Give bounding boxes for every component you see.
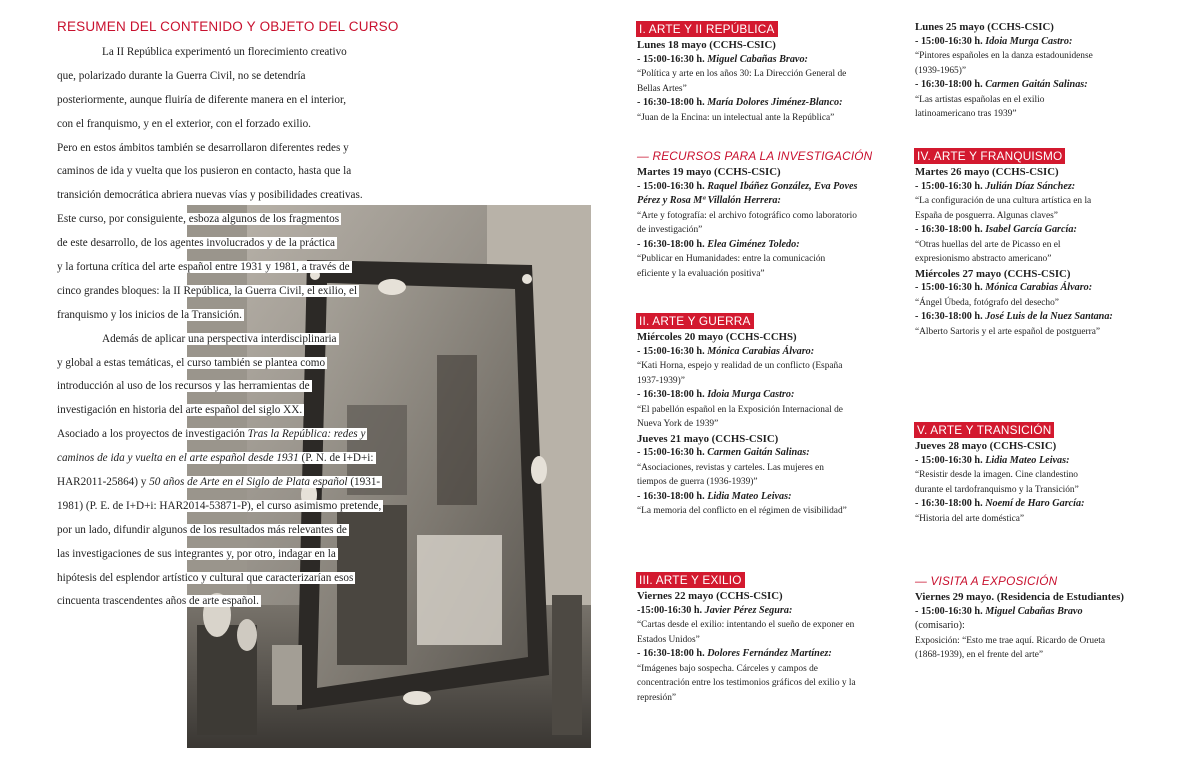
- talk-title: eficiente y la evaluación positiva”: [637, 268, 765, 279]
- speaker-name: Mónica Carabias Álvaro:: [985, 282, 1093, 293]
- speaker-name: Carmen Gaitán Salinas:: [707, 447, 810, 458]
- speaker-name: Javier Pérez Segura:: [704, 604, 793, 616]
- talk-title: “La memoria del conflicto en el régimen de visibilidad”: [637, 506, 847, 516]
- speaker-name: Miguel Cabañas Bravo:: [707, 53, 808, 65]
- summary-line: [57, 208, 417, 232]
- session-slot: [637, 388, 899, 403]
- talk-title: “Ángel Úbeda, fotógrafo del desecho”: [915, 297, 1059, 308]
- session-slot: [637, 238, 899, 253]
- summary-text: caminos de ida y vuelta que los pusieron en contacto, hasta que la: [57, 165, 352, 178]
- program-section: [915, 421, 1185, 526]
- summary-line: [57, 232, 417, 256]
- talk-title: “Arte y fotografía: el archivo fotográfico como laboratorio: [637, 210, 857, 221]
- speaker-name: Lidia Mateo Leivas:: [707, 490, 792, 502]
- session-date: Miércoles 20 mayo (CCHS-CCHS): [637, 331, 797, 343]
- session-date: Viernes 22 mayo (CCHS-CSIC): [637, 590, 783, 602]
- talk-title: “Historia del arte doméstica”: [915, 513, 1025, 524]
- summary-line: [57, 160, 417, 184]
- summary-text: hipótesis del esplendor artístico y cultural que caracterizarían esos: [57, 571, 354, 584]
- speaker-name: Julián Díaz Sánchez:: [985, 180, 1076, 192]
- slot-time: - 16:30-18:00 h.: [637, 389, 708, 400]
- session-date: Miércoles 27 mayo (CCHS-CSIC): [915, 267, 1071, 280]
- summary-line: [57, 495, 417, 519]
- summary-line: [57, 375, 417, 399]
- talk-title: Exposición: “Esto me trae aquí. Ricardo de Orueta: [915, 635, 1106, 646]
- summary-line: [57, 567, 417, 591]
- summary-line: [57, 41, 417, 65]
- program-section: [915, 147, 1185, 339]
- program-section-heading: I. ARTE Y II REPÚBLICA: [636, 21, 778, 37]
- speaker-name: Dolores Fernández Martínez:: [707, 648, 832, 659]
- session-slot: [915, 310, 1185, 325]
- course-summary-text: [57, 41, 417, 614]
- talk-title: “Otras huellas del arte de Picasso en el: [915, 239, 1061, 250]
- slot-time: - 16:30-18:00 h.: [915, 498, 986, 509]
- talk-title: “Pintores españoles en la danza estadounidense: [915, 51, 1093, 61]
- summary-text: (1931-: [347, 476, 381, 489]
- session-slot: [637, 647, 899, 662]
- program-section-heading: IV. ARTE Y FRANQUISMO: [914, 148, 1065, 164]
- speaker-role: (comisario):: [915, 620, 965, 631]
- slot-time: - 16:30-18:00 h.: [915, 224, 986, 235]
- slot-time: - 15:00-16:30 h.: [915, 454, 986, 466]
- talk-title: “Imágenes bajo sospecha. Cárceles y campos de: [637, 663, 818, 674]
- speaker-name: Mónica Carabias Álvaro:: [707, 345, 815, 357]
- talk-title: “Las artistas españolas en el exilio: [915, 94, 1045, 105]
- summary-text: (P. N. de I+D+i:: [298, 452, 374, 465]
- speaker-name: Isabel García García:: [985, 224, 1077, 235]
- talk-title: tiempos de guerra (1936-1939)”: [637, 477, 758, 487]
- summary-line: [57, 423, 417, 447]
- slot-time: - 15:00-16:30 h.: [637, 53, 708, 65]
- summary-text: y global a estas temáticas, el curso también se plantea como: [57, 356, 326, 369]
- talk-title: Nueva York de 1939”: [637, 419, 719, 429]
- summary-line: [57, 471, 417, 495]
- program-section-heading: — VISITA A EXPOSICIÓN: [915, 574, 1058, 588]
- program-section-heading: II. ARTE Y GUERRA: [636, 313, 754, 329]
- summary-line: [57, 89, 417, 113]
- slot-time: - 16:30-18:00 h.: [637, 238, 708, 250]
- session-date: Viernes 29 mayo. (Residencia de Estudiantes): [915, 591, 1124, 603]
- summary-text: con el franquismo, y en el exterior, con el forzado exilio.: [57, 117, 311, 130]
- talk-title: “Juan de la Encina: un intelectual ante la República”: [637, 112, 835, 123]
- summary-line: [57, 399, 417, 423]
- summary-text: Pero en estos ámbitos también se desarrollaron diferentes redes y: [57, 141, 349, 154]
- summary-text: Además de aplicar una perspectiva interdisciplinaria: [102, 332, 337, 345]
- session-slot: [915, 35, 1185, 50]
- talk-title: 1937-1939)”: [637, 375, 685, 386]
- talk-title: concentración entre los testimonios gráficos del exilio y la: [637, 678, 856, 688]
- summary-line: [57, 304, 417, 328]
- talk-title: “La configuración de una cultura artística en la: [915, 196, 1092, 206]
- speaker-name: María Dolores Jiménez-Blanco:: [707, 97, 843, 108]
- program-section: [637, 147, 899, 281]
- summary-line: [57, 280, 417, 304]
- project-title: Tras la República: redes y: [247, 428, 366, 441]
- slot-time: - 16:30-18:00 h.: [637, 490, 708, 502]
- session-slot: [637, 604, 899, 619]
- program-section: [637, 571, 899, 705]
- speaker-name: Raquel Ibáñez González, Eva Poves: [707, 180, 858, 192]
- talk-title: represión”: [637, 692, 677, 703]
- summary-text: 1981) (P. E. de I+D+i: HAR2014-53871-P), el curso asimismo pretende,: [57, 499, 382, 512]
- session-slot: [915, 281, 1185, 296]
- talk-title: España de posguerra. Algunas claves”: [915, 210, 1058, 221]
- slot-time: - 15:00-16:30 h.: [637, 345, 708, 357]
- session-slot: [637, 96, 899, 111]
- talk-title: expresionismo abstracto americano”: [915, 254, 1052, 264]
- summary-line: [57, 352, 417, 376]
- talk-title: latinoamericano tras 1939”: [915, 109, 1017, 119]
- session-date: Martes 26 mayo (CCHS-CSIC): [915, 166, 1059, 178]
- summary-text: las investigaciones de sus integrantes y, por otro, indagar en la: [57, 547, 336, 560]
- summary-line: [57, 519, 417, 543]
- summary-line: [57, 328, 417, 352]
- talk-title: de investigación”: [637, 225, 703, 235]
- talk-title: “Asociaciones, revistas y carteles. Las mujeres en: [637, 462, 824, 473]
- summary-text: franquismo y los inicios de la Transición.: [57, 308, 242, 321]
- talk-title: “Política y arte en los años 30: La Dirección General de: [637, 69, 847, 79]
- summary-text: y la fortuna crítica del arte español entre 1931 y 1981, a través de: [57, 261, 350, 274]
- summary-text: investigación en historia del arte español del siglo XX.: [57, 404, 303, 417]
- session-slot: [915, 223, 1185, 238]
- session-slot: [637, 53, 899, 68]
- summary-text: HAR2011-25864) y: [57, 476, 150, 489]
- session-slot: [915, 454, 1185, 469]
- summary-line: [57, 65, 417, 89]
- talk-title: “El pabellón español en la Exposición Internacional de: [637, 404, 843, 415]
- section-heading: RESUMEN DEL CONTENIDO Y OBJETO DEL CURSO: [57, 19, 399, 34]
- session-date: Jueves 21 mayo (CCHS-CSIC): [637, 432, 779, 445]
- session-slot: [915, 605, 1185, 620]
- summary-text: de este desarrollo, de los agentes involucrados y de la práctica: [57, 237, 336, 250]
- session-date: Lunes 18 mayo (CCHS-CSIC): [637, 39, 776, 51]
- summary-text: transición democrática abriera nuevas vías y posibilidades creativas.: [57, 189, 363, 202]
- talk-title: “Resistir desde la imagen. Cine clandestino: [915, 470, 1078, 480]
- summary-text: Asociado a los proyectos de investigación: [57, 428, 248, 441]
- summary-line: [57, 137, 417, 161]
- session-slot: [637, 194, 899, 209]
- summary-text: que, polarizado durante la Guerra Civil, no se detendría: [57, 69, 306, 82]
- program-section: [637, 312, 899, 519]
- project-title: caminos de ida y vuelta en el arte español desde 1931: [57, 452, 299, 465]
- speaker-name: Idoia Murga Castro:: [985, 35, 1073, 47]
- speaker-name: Noemí de Haro García:: [985, 498, 1085, 509]
- session-date: Jueves 28 mayo (CCHS-CSIC): [915, 440, 1057, 452]
- speaker-name: Idoia Murga Castro:: [707, 389, 795, 400]
- session-slot: [637, 180, 899, 195]
- summary-line: [57, 184, 417, 208]
- talk-title: “Kati Horna, espejo y realidad de un conflicto (España: [637, 361, 843, 371]
- program-section: [915, 572, 1185, 663]
- speaker-name: Carmen Gaitán Salinas:: [985, 79, 1088, 90]
- slot-time: - 16:30-18:00 h.: [637, 648, 708, 659]
- speaker-name: Lidia Mateo Leivas:: [985, 454, 1070, 466]
- session-slot: [637, 446, 899, 461]
- program-section-heading: — RECURSOS PARA LA INVESTIGACIÓN: [637, 149, 873, 163]
- summary-text: cincuenta trascendentes años de arte español.: [57, 595, 259, 608]
- session-date: Martes 19 mayo (CCHS-CSIC): [637, 166, 781, 178]
- slot-time: -15:00-16:30 h.: [637, 604, 705, 616]
- program-section: [915, 20, 1185, 122]
- program-section: [637, 20, 899, 125]
- summary-text: cinco grandes bloques: la II República, la Guerra Civil, el exilio, el: [57, 284, 358, 297]
- summary-line: [57, 543, 417, 567]
- session-slot: [637, 490, 899, 505]
- summary-line: [57, 113, 417, 137]
- speaker-name: Elea Giménez Toledo:: [707, 238, 800, 250]
- session-slot: [915, 78, 1185, 93]
- slot-time: - 15:00-16:30 h.: [915, 35, 986, 47]
- talk-title: (1868-1939), en el frente del arte”: [915, 650, 1044, 660]
- talk-title: Estados Unidos”: [637, 634, 700, 645]
- summary-text: La II República experimentó un florecimiento creativo: [102, 46, 347, 58]
- slot-time: - 15:00-16:30 h.: [637, 180, 708, 192]
- program-section-heading: III. ARTE Y EXILIO: [636, 572, 745, 588]
- slot-time: - 15:00-16:30 h.: [637, 447, 708, 458]
- slot-time: - 16:30-18:00 h.: [915, 311, 986, 322]
- project-title: 50 años de Arte en el Siglo de Plata español: [149, 476, 348, 489]
- session-slot: [637, 345, 899, 360]
- summary-line: [57, 256, 417, 280]
- talk-title: Bellas Artes”: [637, 83, 687, 94]
- session-slot: [915, 497, 1185, 512]
- session-slot: [915, 180, 1185, 195]
- summary-text: posteriormente, aunque fluiría de diferente manera en el interior,: [57, 93, 347, 106]
- summary-text: introducción al uso de los recursos y las herramientas de: [57, 380, 310, 393]
- speaker-name: Pérez y Rosa Mª Villalón Herrera:: [637, 195, 781, 206]
- slot-time: - 16:30-18:00 h.: [915, 79, 986, 90]
- program-section-heading: V. ARTE Y TRANSICIÓN: [914, 422, 1054, 438]
- slot-time: - 15:00-16:30 h.: [915, 282, 986, 293]
- summary-text: Este curso, por consiguiente, esboza algunos de los fragmentos: [57, 213, 340, 226]
- talk-title: durante el tardofranquismo y la Transición”: [915, 484, 1079, 495]
- session-date: Lunes 25 mayo (CCHS-CSIC): [915, 21, 1054, 33]
- talk-title: (1939-1965)”: [915, 65, 967, 76]
- speaker-name: José Luis de la Nuez Santana:: [985, 311, 1113, 322]
- summary-line: [57, 447, 417, 471]
- talk-title: “Publicar en Humanidades: entre la comunicación: [637, 254, 826, 264]
- summary-text: por un lado, difundir algunos de los resultados más relevantes de: [57, 523, 347, 536]
- speaker-name: Miguel Cabañas Bravo: [985, 605, 1083, 617]
- summary-line: [57, 590, 417, 614]
- slot-time: - 15:00-16:30 h.: [915, 180, 986, 192]
- slot-time: - 15:00-16:30 h.: [915, 605, 986, 617]
- talk-title: “Cartas desde el exilio: intentando el sueño de exponer en: [637, 620, 855, 630]
- slot-time: - 16:30-18:00 h.: [637, 97, 708, 108]
- talk-title: “Alberto Sartoris y el arte español de postguerra”: [915, 326, 1101, 337]
